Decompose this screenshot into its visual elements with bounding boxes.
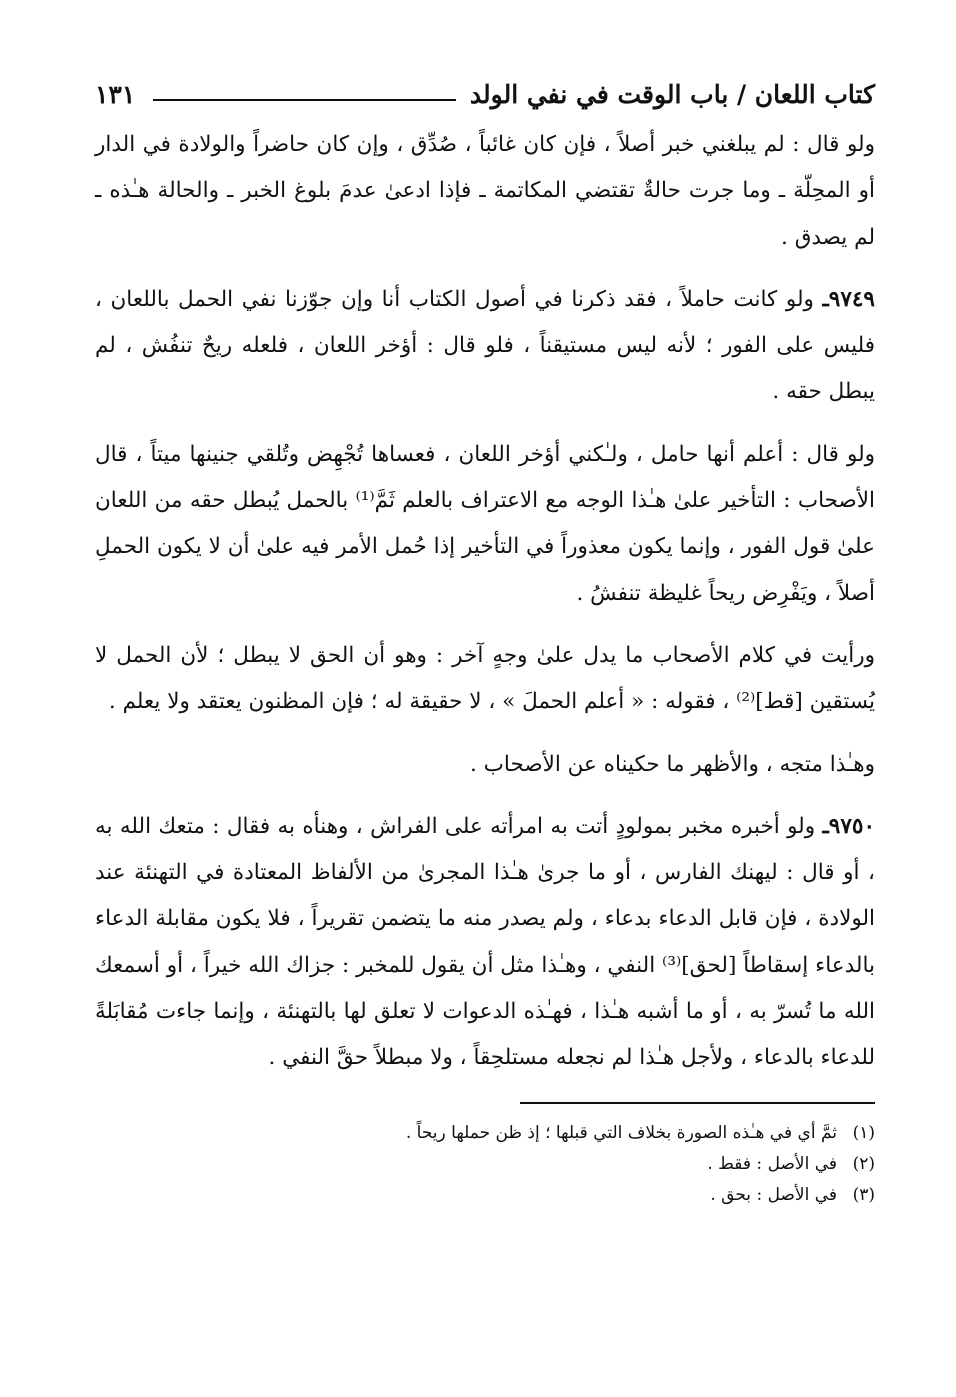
- paragraph-text: ورأيت في كلام الأصحاب ما يدل علىٰ وجهٍ آخر : وهو أن الحق لا يبطل ؛ لأن الحمل لا يُستقين [قط]⁽²⁾ ، فقوله : « أعلم الحملَ » ، لا حقيقة له ؛ فإن المظنون يعتقد ولا يعلم .: [95, 642, 875, 715]
- footnote-number: (٢): [852, 1153, 875, 1174]
- footnote-number: (٣): [852, 1184, 875, 1205]
- footnote-text: ثمَّ أي في هـٰذه الصورة بخلاف التي قبلها ؛ إذ ظن حملها ريحاً .: [405, 1122, 837, 1143]
- paragraph-text: ولو كانت حاملاً ، فقد ذكرنا في أصول الكتاب أنا وإن جوّزنا نفي الحمل باللعان ، فليس على الفور ؛ لأنه ليس مستيقناً ، فلو قال : أؤخر اللعان ، فلعله ريحٌ تنفُش ، لم يبطل حقه .: [95, 286, 875, 405]
- running-header: [95, 70, 875, 118]
- footnote-1: [95, 1118, 875, 1149]
- footnote-text: في الأصل : فقط .: [707, 1153, 837, 1174]
- paragraph-2: [95, 277, 875, 416]
- page-number: ١٣١: [95, 79, 136, 109]
- paragraph-3: [95, 432, 875, 617]
- paragraph-number: ٩٧٥٠ـ: [822, 813, 875, 839]
- paragraph-text: وهـٰذا متجه ، والأظهر ما حكيناه عن الأصحاب .: [469, 751, 875, 777]
- footnote-number: (١): [852, 1122, 875, 1143]
- paragraph-number: ٩٧٤٩ـ: [822, 286, 875, 312]
- paragraph-text: ولو قال : لم يبلغني خبر أصلاً ، فإن كان غائباً ، صُدِّق ، وإن كان حاضراً والولادة في الدار أو المحِلّة ـ وما جرت حالةٌ تقتضي المكاتمة ـ فإذا ادعىٰ عدمَ بلوغ الخبر ـ والحالة هـٰذه ـ لم يصدق .: [95, 132, 875, 250]
- paragraph-text: ولو قال : أعلم أنها حامل ، ولـٰكني أؤخر اللعان ، فعساها تُجْهِض وتُلقي جنينها ميتاً ، قال الأصحاب : التأخير علىٰ هـٰذا الوجه مع الاعتراف بالعلم ثَمَّ⁽¹⁾ بالحمل يُبطل حقه من اللعان علىٰ قول الفور ، وإنما يكون معذوراً في التأخير إذا حُمل الأمر فيه علىٰ أن لا يكون الحملِ أصلاً ، ويَفْرِض ريحاً غليظة تنفشُ .: [95, 441, 876, 606]
- paragraph-text: ولو أخبره مخبر بمولودٍ أتت به امرأته على الفراش ، وهنأه به فقال : متعك الله به ، أو قال : ليهنك الفارس ، أو ما جرىٰ هـٰذا المجرىٰ من الألفاظ المعتادة في التهنئة عند الولادة ، فإن قابل الدعاء بدعاء ، ولم يصدر منه ما يتضمن تقريراً ، فلا يكون مقابلة الدعاء بالدعاء إسقاطاً [لحق]⁽³⁾ النفي ، وهـٰذا مثل أن يقول للمخبر : جزاك الله خيراً ، أو أسمعك الله ما تُسرّ به ، أو ما أشبه هـٰذا ، فهـٰذه الدعوات لا تعلق لها بالتهنئة ، وإنما جاءت مُقابَلةً للدعاء بالدعاء ، ولأجل هـٰذا لم نجعله مستلحِقاً ، ولا مبطلاً حقَّ النفي .: [95, 813, 875, 1071]
- paragraph-4: [95, 633, 875, 726]
- footnote-2: [95, 1149, 875, 1180]
- paragraph-6: [95, 804, 875, 1082]
- header-title: كتاب اللعان / باب الوقت في نفي الولد: [469, 79, 875, 109]
- page: [95, 70, 875, 1211]
- footnote-3: [95, 1180, 875, 1211]
- paragraph-1: [95, 122, 875, 261]
- paragraph-5: [95, 742, 875, 788]
- header-rule: [153, 99, 456, 101]
- footnote-separator: [520, 1102, 875, 1104]
- footnote-text: في الأصل : بحق .: [710, 1184, 837, 1205]
